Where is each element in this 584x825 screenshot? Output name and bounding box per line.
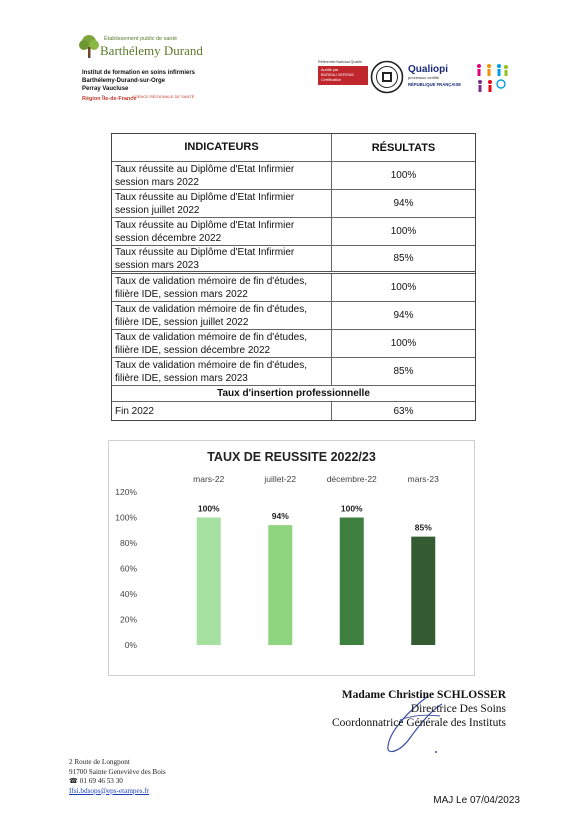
y-tick-label: 100% (115, 512, 137, 523)
agence-logo: AGENCE RÉGIONALE DE SANTÉ (132, 94, 195, 99)
y-tick-label: 120% (115, 487, 137, 497)
chart-plot-area (109, 441, 476, 677)
category-label: juillet-22 (264, 474, 297, 484)
row-value: 100% (390, 226, 417, 237)
table-row (112, 302, 475, 330)
bar (268, 525, 292, 645)
data-label: 100% (197, 503, 220, 514)
cert-reference: Référentiel National Qualité (318, 60, 362, 64)
signatory-title: Directrice Des Soins (410, 703, 506, 715)
table-row (112, 246, 475, 274)
update-date: MAJ Le 07/04/2023 (433, 795, 520, 806)
phone-line (69, 777, 166, 787)
y-tick-label: 80% (119, 538, 137, 548)
row-value: 100% (390, 170, 417, 181)
signatory-title: Coordonnatrice Générale des Instituts (331, 717, 506, 729)
logo-name: Barthélemy Durand (100, 43, 203, 58)
row-label: Taux de validation mémoire de fin d'études, filière IDE, session mars 2023 (112, 358, 332, 385)
row-value: 94% (393, 310, 414, 321)
row-value: 85% (393, 366, 414, 377)
y-tick-label: 60% (119, 563, 137, 574)
data-label: 94% (271, 511, 289, 522)
cert-red-panel (318, 66, 368, 85)
region-logo: Région Île-de-France (82, 96, 137, 102)
bar (340, 518, 364, 646)
row-value: 100% (390, 282, 417, 293)
table-row (112, 218, 475, 246)
chart-title: TAUX DE REUSSITE 2022/23 (207, 450, 376, 464)
row-label: Taux de validation mémoire de fin d'études, filière IDE, session décembre 2022 (112, 330, 332, 357)
row-label: Taux réussite au Diplôme d'Etat Infirmier session mars 2022 (112, 162, 332, 189)
phone-number: 01 69 46 53 30 (79, 777, 123, 785)
data-label: 85% (414, 522, 432, 533)
header-result: RÉSULTATS (371, 141, 436, 154)
table-row (112, 358, 475, 386)
cert-line: Certification (321, 78, 342, 82)
row-value: 63% (393, 405, 414, 417)
subheader-label: Taux d'insertion professionnelle (217, 388, 370, 399)
table-row (112, 190, 475, 218)
logo-subtitle: Établissement public de santé (104, 36, 178, 42)
row-label: Taux réussite au Diplôme d'Etat Infirmier session décembre 2022 (112, 218, 332, 245)
y-tick-label: 20% (119, 614, 137, 625)
cert-line: BUREAU VERITAS (321, 73, 354, 77)
y-tick-label: 40% (119, 589, 137, 599)
accessibility-people-icon (474, 62, 510, 98)
institute-line: Institut de formation en soins infirmiers (82, 70, 196, 76)
tree-logo-icon (78, 34, 100, 60)
signature-block (332, 688, 506, 730)
row-label: Taux de validation mémoire de fin d'études, filière IDE, session mars 2022 (112, 274, 332, 301)
row-label: Taux de validation mémoire de fin d'études, filière IDE, session juillet 2022 (112, 302, 332, 329)
table-row (112, 162, 475, 190)
signatory-name: Madame Christine SCHLOSSER (341, 689, 506, 701)
quality-certification-badge (318, 60, 368, 94)
table-row (112, 402, 475, 420)
table-header-row (112, 134, 475, 162)
cert-line: Audité par (321, 68, 339, 72)
qualiopi-subtitle: processus certifié (408, 75, 440, 80)
email-link[interactable]: Ifsi.bdsops@eps-etampes.fr (69, 786, 150, 795)
institute-line: Perray Vaucluse (82, 86, 129, 92)
bureau-veritas-seal-icon (370, 60, 404, 94)
data-label: 100% (340, 503, 363, 514)
republique-francaise: RÉPUBLIQUE FRANÇAISE (408, 82, 462, 87)
address-line: 91700 Sainte Geneviève des Bois (69, 767, 166, 776)
table-row (112, 274, 475, 302)
category-label: mars-23 (407, 474, 439, 484)
header-indicator: INDICATEURS (112, 134, 332, 161)
qualiopi-wordmark: Qualiopi (408, 64, 448, 75)
row-label: Taux réussite au Diplôme d'Etat Infirmier session juillet 2022 (112, 190, 332, 217)
institute-line: Barthélemy-Durand-sur-Orge (82, 78, 166, 84)
y-tick-label: 0% (124, 640, 137, 650)
address-line: 2 Route de Longpont (69, 758, 130, 766)
table-row (112, 330, 475, 358)
footer-address (69, 758, 166, 796)
category-label: mars-22 (193, 474, 225, 484)
row-value: 100% (390, 338, 417, 349)
success-rate-chart (108, 440, 475, 676)
qualiopi-logo (408, 64, 466, 87)
phone-icon: ☎ (69, 777, 78, 785)
row-value: 94% (393, 198, 414, 209)
category-label: décembre-22 (326, 474, 377, 484)
row-label: Taux réussite au Diplôme d'Etat Infirmier session mars 2023 (112, 246, 332, 271)
row-label: Fin 2022 (112, 402, 332, 420)
bar (411, 537, 435, 645)
row-value: 85% (393, 253, 414, 264)
indicators-table (111, 133, 476, 421)
bar (197, 518, 221, 646)
table-subheader-row (112, 386, 475, 402)
